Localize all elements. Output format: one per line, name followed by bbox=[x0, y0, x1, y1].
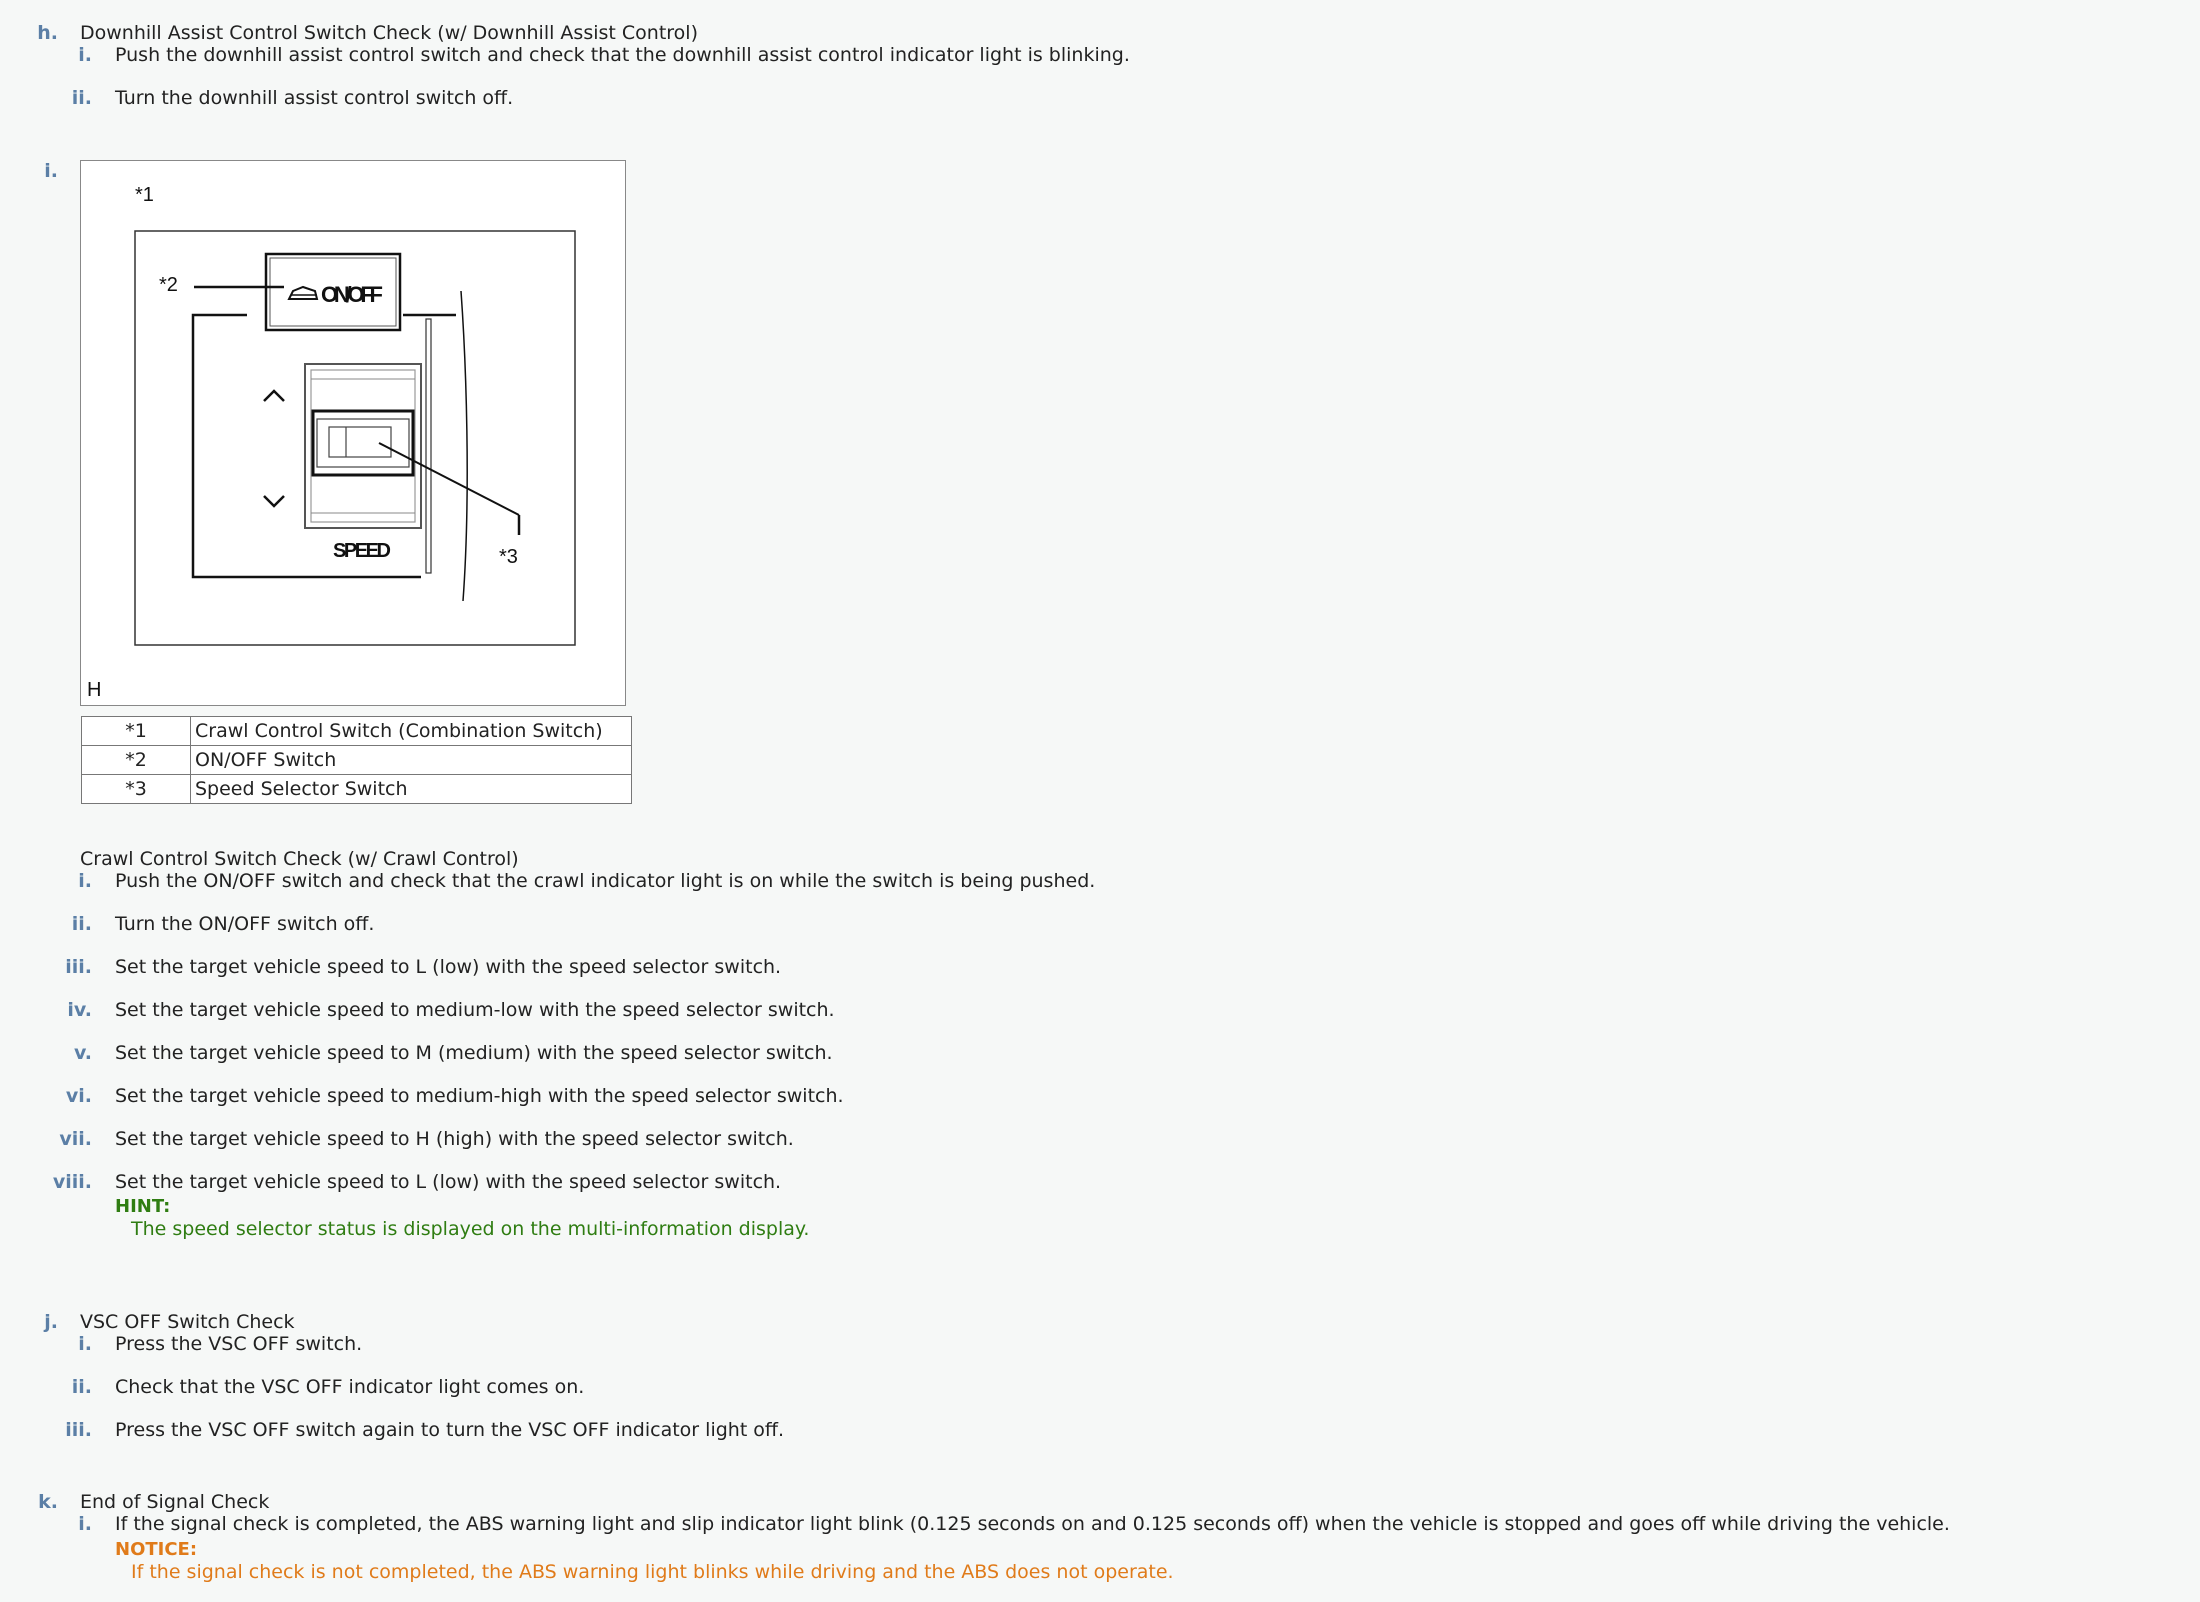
table-row bbox=[82, 717, 632, 746]
substep-text: Set the target vehicle speed to medium-high with the speed selector switch. bbox=[115, 1085, 844, 1107]
step-label-k: k. bbox=[38, 1491, 58, 1513]
substep-text: Set the target vehicle speed to M (medium) with the speed selector switch. bbox=[115, 1042, 833, 1064]
callout-3: *3 bbox=[499, 546, 518, 568]
legend-key: *3 bbox=[82, 775, 191, 804]
substep-label: iii. bbox=[65, 1419, 92, 1441]
callout-2: *2 bbox=[159, 274, 178, 296]
crawl-control-switch-illustration bbox=[80, 160, 626, 706]
notice-heading: NOTICE: bbox=[115, 1539, 198, 1560]
substep-text: Set the target vehicle speed to H (high) with the speed selector switch. bbox=[115, 1128, 794, 1150]
step-title-h: Downhill Assist Control Switch Check (w/ Downhill Assist Control) bbox=[80, 22, 698, 44]
step-title-j: VSC OFF Switch Check bbox=[80, 1311, 295, 1333]
onoff-label: ON/OFF bbox=[321, 282, 383, 307]
substep-text: Check that the VSC OFF indicator light comes on. bbox=[115, 1376, 585, 1398]
substep-label: vi. bbox=[65, 1085, 92, 1107]
legend-value: Speed Selector Switch bbox=[191, 775, 632, 804]
substep-label: ii. bbox=[71, 87, 92, 109]
switch-diagram bbox=[81, 161, 625, 705]
step-title-k: End of Signal Check bbox=[80, 1491, 270, 1513]
step-title-i: Crawl Control Switch Check (w/ Crawl Control) bbox=[80, 848, 519, 870]
callout-legend-table bbox=[81, 716, 632, 804]
substep-label: i. bbox=[78, 1513, 92, 1535]
substep-label: viii. bbox=[52, 1171, 92, 1193]
substep-text: Set the target vehicle speed to L (low) with the speed selector switch. bbox=[115, 956, 782, 978]
legend-value: Crawl Control Switch (Combination Switch) bbox=[191, 717, 632, 746]
substep-label: ii. bbox=[71, 1376, 92, 1398]
callout-1: *1 bbox=[135, 184, 154, 206]
substep-label: iv. bbox=[67, 999, 92, 1021]
substep-text: Set the target vehicle speed to L (low) with the speed selector switch. bbox=[115, 1171, 782, 1193]
substep-text: Push the ON/OFF switch and check that the crawl indicator light is on while the switch is being pushed. bbox=[115, 870, 1096, 892]
figure-code: H bbox=[87, 679, 102, 701]
substep-text: Push the downhill assist control switch and check that the downhill assist control indicator light is blinking. bbox=[115, 44, 1130, 66]
speed-label: SPEED bbox=[333, 540, 391, 562]
substep-label: vii. bbox=[59, 1128, 92, 1150]
substep-label: v. bbox=[73, 1042, 92, 1064]
substep-text: Press the VSC OFF switch again to turn the VSC OFF indicator light off. bbox=[115, 1419, 785, 1441]
substep-label: i. bbox=[78, 870, 92, 892]
notice-text: If the signal check is not completed, the ABS warning light blinks while driving and the ABS does not operate. bbox=[131, 1561, 1174, 1583]
step-label-j: j. bbox=[44, 1311, 58, 1333]
substep-text: Press the VSC OFF switch. bbox=[115, 1333, 363, 1355]
legend-key: *2 bbox=[82, 746, 191, 775]
substep-label: iii. bbox=[65, 956, 92, 978]
step-label-h: h. bbox=[37, 22, 58, 44]
substep-text: Set the target vehicle speed to medium-low with the speed selector switch. bbox=[115, 999, 835, 1021]
table-row bbox=[82, 746, 632, 775]
substep-text: Turn the downhill assist control switch off. bbox=[115, 87, 514, 109]
substep-text: If the signal check is completed, the ABS warning light and slip indicator light blink (0.125 seconds on and 0.125 seconds off) when the vehicle is stopped and goes off while driving the vehicle. bbox=[115, 1513, 1950, 1535]
table-row bbox=[82, 775, 632, 804]
substep-label: ii. bbox=[71, 913, 92, 935]
substep-text: Turn the ON/OFF switch off. bbox=[115, 913, 375, 935]
substep-label: i. bbox=[78, 44, 92, 66]
substep-label: i. bbox=[78, 1333, 92, 1355]
legend-value: ON/OFF Switch bbox=[191, 746, 632, 775]
step-label-i: i. bbox=[44, 160, 58, 182]
legend-key: *1 bbox=[82, 717, 191, 746]
hint-heading: HINT: bbox=[115, 1196, 171, 1217]
hint-text: The speed selector status is displayed on the multi-information display. bbox=[131, 1218, 810, 1240]
